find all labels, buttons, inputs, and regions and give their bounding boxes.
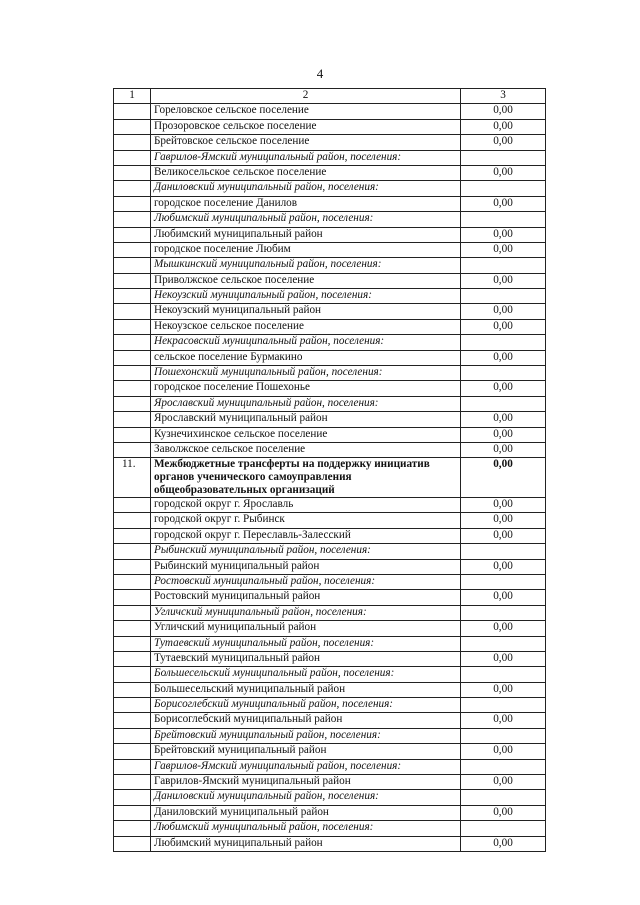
- group-header-row: [114, 396, 546, 411]
- row-number-cell: [114, 396, 151, 411]
- row-number-cell: [114, 759, 151, 774]
- group-header-row: [114, 544, 546, 559]
- table-row: [114, 119, 546, 134]
- row-value: [461, 574, 546, 589]
- row-number-cell: [114, 381, 151, 396]
- table-row: [114, 273, 546, 288]
- row-name: сельское поселение Бурмакино: [151, 350, 461, 365]
- group-name: Любимский муниципальный район, поселения:: [151, 821, 461, 836]
- row-name: Некоузский муниципальный район: [151, 304, 461, 319]
- table-row: [114, 805, 546, 820]
- row-value: [461, 636, 546, 651]
- row-number-cell: [114, 135, 151, 150]
- row-value: 0,00: [461, 319, 546, 334]
- row-value: [461, 212, 546, 227]
- table-header-row: [114, 89, 546, 104]
- group-header-row: [114, 667, 546, 682]
- page-number: 4: [316, 66, 324, 81]
- row-value: 0,00: [461, 427, 546, 442]
- row-number-cell: [114, 212, 151, 227]
- row-value: 0,00: [461, 104, 546, 119]
- row-value: [461, 258, 546, 273]
- table-row: [114, 412, 546, 427]
- table-row: [114, 442, 546, 457]
- row-number-cell: [114, 196, 151, 211]
- row-value: [461, 396, 546, 411]
- table-row: [114, 381, 546, 396]
- row-number-cell: [114, 559, 151, 574]
- row-name: Некоузское сельское поселение: [151, 319, 461, 334]
- table-row: [114, 227, 546, 242]
- row-value: [461, 366, 546, 381]
- group-header-row: [114, 636, 546, 651]
- group-name: Угличский муниципальный район, поселения:: [151, 605, 461, 620]
- row-number-cell: [114, 728, 151, 743]
- table-row: [114, 304, 546, 319]
- group-name: Мышкинский муниципальный район, поселения:: [151, 258, 461, 273]
- row-name: Даниловский муниципальный район: [151, 805, 461, 820]
- row-number-cell: [114, 227, 151, 242]
- group-header-row: [114, 181, 546, 196]
- row-number-cell: [114, 790, 151, 805]
- group-name: Даниловский муниципальный район, поселения:: [151, 181, 461, 196]
- section-row: [114, 458, 546, 498]
- row-value: 0,00: [461, 242, 546, 257]
- section-value: 0,00: [461, 458, 546, 498]
- row-number-cell: [114, 821, 151, 836]
- row-number-cell: [114, 498, 151, 513]
- row-value: 0,00: [461, 651, 546, 666]
- group-header-row: [114, 289, 546, 304]
- table-row: [114, 559, 546, 574]
- row-name: Любимский муниципальный район: [151, 227, 461, 242]
- row-value: 0,00: [461, 442, 546, 457]
- row-name: Тутаевский муниципальный район: [151, 651, 461, 666]
- group-name: Гаврилов-Ямский муниципальный район, поселения:: [151, 759, 461, 774]
- table-row: [114, 682, 546, 697]
- row-value: 0,00: [461, 744, 546, 759]
- group-name: Ярославский муниципальный район, поселения:: [151, 396, 461, 411]
- row-number-cell: [114, 574, 151, 589]
- group-header-row: [114, 150, 546, 165]
- row-number-cell: [114, 528, 151, 543]
- group-header-row: [114, 759, 546, 774]
- row-value: 0,00: [461, 412, 546, 427]
- row-number-cell: [114, 442, 151, 457]
- row-name: Прозоровское сельское поселение: [151, 119, 461, 134]
- row-number-cell: [114, 165, 151, 180]
- row-value: 0,00: [461, 805, 546, 820]
- group-name: Некрасовский муниципальный район, поселения:: [151, 335, 461, 350]
- table-row: [114, 242, 546, 257]
- row-value: 0,00: [461, 350, 546, 365]
- row-name: городское поселение Любим: [151, 242, 461, 257]
- row-value: [461, 821, 546, 836]
- row-value: 0,00: [461, 381, 546, 396]
- section-11-rows: [114, 458, 546, 852]
- row-value: [461, 790, 546, 805]
- group-name: Борисоглебский муниципальный район, поселения:: [151, 698, 461, 713]
- row-number-cell: [114, 427, 151, 442]
- row-name: Борисоглебский муниципальный район: [151, 713, 461, 728]
- row-number-cell: [114, 119, 151, 134]
- group-name: Брейтовский муниципальный район, поселения:: [151, 728, 461, 743]
- group-header-row: [114, 698, 546, 713]
- row-name: городской округ г. Рыбинск: [151, 513, 461, 528]
- row-name: Гореловское сельское поселение: [151, 104, 461, 119]
- group-header-row: [114, 790, 546, 805]
- table-row: [114, 775, 546, 790]
- row-number-cell: [114, 775, 151, 790]
- row-number-cell: [114, 651, 151, 666]
- row-number-cell: [114, 682, 151, 697]
- row-value: [461, 728, 546, 743]
- table-row: [114, 528, 546, 543]
- table-row: [114, 196, 546, 211]
- row-number-cell: [114, 412, 151, 427]
- row-number-cell: [114, 366, 151, 381]
- row-value: 0,00: [461, 119, 546, 134]
- table-row: [114, 135, 546, 150]
- row-number-cell: [114, 350, 151, 365]
- row-number-cell: [114, 273, 151, 288]
- row-name: Кузнечихинское сельское поселение: [151, 427, 461, 442]
- row-name: Большесельский муниципальный район: [151, 682, 461, 697]
- row-number-cell: [114, 590, 151, 605]
- row-number-cell: [114, 805, 151, 820]
- row-value: 0,00: [461, 498, 546, 513]
- group-name: Даниловский муниципальный район, поселения:: [151, 790, 461, 805]
- row-name: городской округ г. Переславль-Залесский: [151, 528, 461, 543]
- row-name: Заволжское сельское поселение: [151, 442, 461, 457]
- row-value: 0,00: [461, 775, 546, 790]
- row-number-cell: [114, 242, 151, 257]
- table-row: [114, 104, 546, 119]
- table-row: [114, 319, 546, 334]
- group-header-row: [114, 605, 546, 620]
- group-header-row: [114, 258, 546, 273]
- group-header-row: [114, 366, 546, 381]
- row-value: 0,00: [461, 713, 546, 728]
- row-number-cell: [114, 304, 151, 319]
- row-number-cell: [114, 605, 151, 620]
- row-name: Ростовский муниципальный район: [151, 590, 461, 605]
- row-value: [461, 605, 546, 620]
- row-value: [461, 544, 546, 559]
- row-number-cell: [114, 104, 151, 119]
- row-number-cell: [114, 667, 151, 682]
- row-name: Рыбинский муниципальный район: [151, 559, 461, 574]
- header-col-2: 2: [151, 89, 461, 104]
- table-row: [114, 713, 546, 728]
- row-value: [461, 759, 546, 774]
- row-value: 0,00: [461, 196, 546, 211]
- table-row: [114, 513, 546, 528]
- row-name: городской округ г. Ярославль: [151, 498, 461, 513]
- row-value: 0,00: [461, 528, 546, 543]
- row-number-cell: [114, 513, 151, 528]
- section-number: 11.: [114, 458, 151, 498]
- continuation-rows: [114, 104, 546, 458]
- row-value: 0,00: [461, 304, 546, 319]
- table-row: [114, 621, 546, 636]
- row-number-cell: [114, 150, 151, 165]
- row-name: Брейтовский муниципальный район: [151, 744, 461, 759]
- row-number-cell: [114, 621, 151, 636]
- row-name: городское поселение Данилов: [151, 196, 461, 211]
- row-value: 0,00: [461, 227, 546, 242]
- row-number-cell: [114, 289, 151, 304]
- row-number-cell: [114, 544, 151, 559]
- row-value: [461, 289, 546, 304]
- row-name: Гаврилов-Ямский муниципальный район: [151, 775, 461, 790]
- row-value: 0,00: [461, 621, 546, 636]
- row-value: [461, 335, 546, 350]
- group-name: Рыбинский муниципальный район, поселения:: [151, 544, 461, 559]
- row-value: 0,00: [461, 590, 546, 605]
- row-name: Брейтовское сельское поселение: [151, 135, 461, 150]
- row-value: 0,00: [461, 682, 546, 697]
- table-row: [114, 350, 546, 365]
- row-name: городское поселение Пошехонье: [151, 381, 461, 396]
- row-name: Угличский муниципальный район: [151, 621, 461, 636]
- header-col-1: 1: [114, 89, 151, 104]
- row-name: Ярославский муниципальный район: [151, 412, 461, 427]
- row-value: 0,00: [461, 135, 546, 150]
- row-name: Любимский муниципальный район: [151, 836, 461, 851]
- row-value: 0,00: [461, 273, 546, 288]
- row-value: 0,00: [461, 165, 546, 180]
- row-value: 0,00: [461, 513, 546, 528]
- group-name: Гаврилов-Ямский муниципальный район, поселения:: [151, 150, 461, 165]
- group-header-row: [114, 728, 546, 743]
- table-row: [114, 590, 546, 605]
- group-name: Пошехонский муниципальный район, поселения:: [151, 366, 461, 381]
- row-name: Великосельское сельское поселение: [151, 165, 461, 180]
- row-value: 0,00: [461, 559, 546, 574]
- group-header-row: [114, 574, 546, 589]
- row-number-cell: [114, 181, 151, 196]
- budget-table: [113, 88, 546, 852]
- table-row: [114, 498, 546, 513]
- row-number-cell: [114, 698, 151, 713]
- group-name: Любимский муниципальный район, поселения:: [151, 212, 461, 227]
- section-title: Межбюджетные трансферты на поддержку инициатив органов ученического самоуправления общеобразовательных организаций: [151, 458, 461, 498]
- group-name: Тутаевский муниципальный район, поселения:: [151, 636, 461, 651]
- row-value: [461, 150, 546, 165]
- table-row: [114, 165, 546, 180]
- group-header-row: [114, 821, 546, 836]
- row-value: 0,00: [461, 836, 546, 851]
- row-value: [461, 698, 546, 713]
- row-value: [461, 181, 546, 196]
- group-header-row: [114, 212, 546, 227]
- row-number-cell: [114, 836, 151, 851]
- table-row: [114, 744, 546, 759]
- table-row: [114, 836, 546, 851]
- table-row: [114, 651, 546, 666]
- row-number-cell: [114, 319, 151, 334]
- table-row: [114, 427, 546, 442]
- row-number-cell: [114, 744, 151, 759]
- row-name: Приволжское сельское поселение: [151, 273, 461, 288]
- group-name: Большесельский муниципальный район, поселения:: [151, 667, 461, 682]
- group-header-row: [114, 335, 546, 350]
- row-value: [461, 667, 546, 682]
- header-col-3: 3: [461, 89, 546, 104]
- group-name: Некоузский муниципальный район, поселения:: [151, 289, 461, 304]
- row-number-cell: [114, 335, 151, 350]
- group-name: Ростовский муниципальный район, поселения:: [151, 574, 461, 589]
- row-number-cell: [114, 636, 151, 651]
- row-number-cell: [114, 713, 151, 728]
- row-number-cell: [114, 258, 151, 273]
